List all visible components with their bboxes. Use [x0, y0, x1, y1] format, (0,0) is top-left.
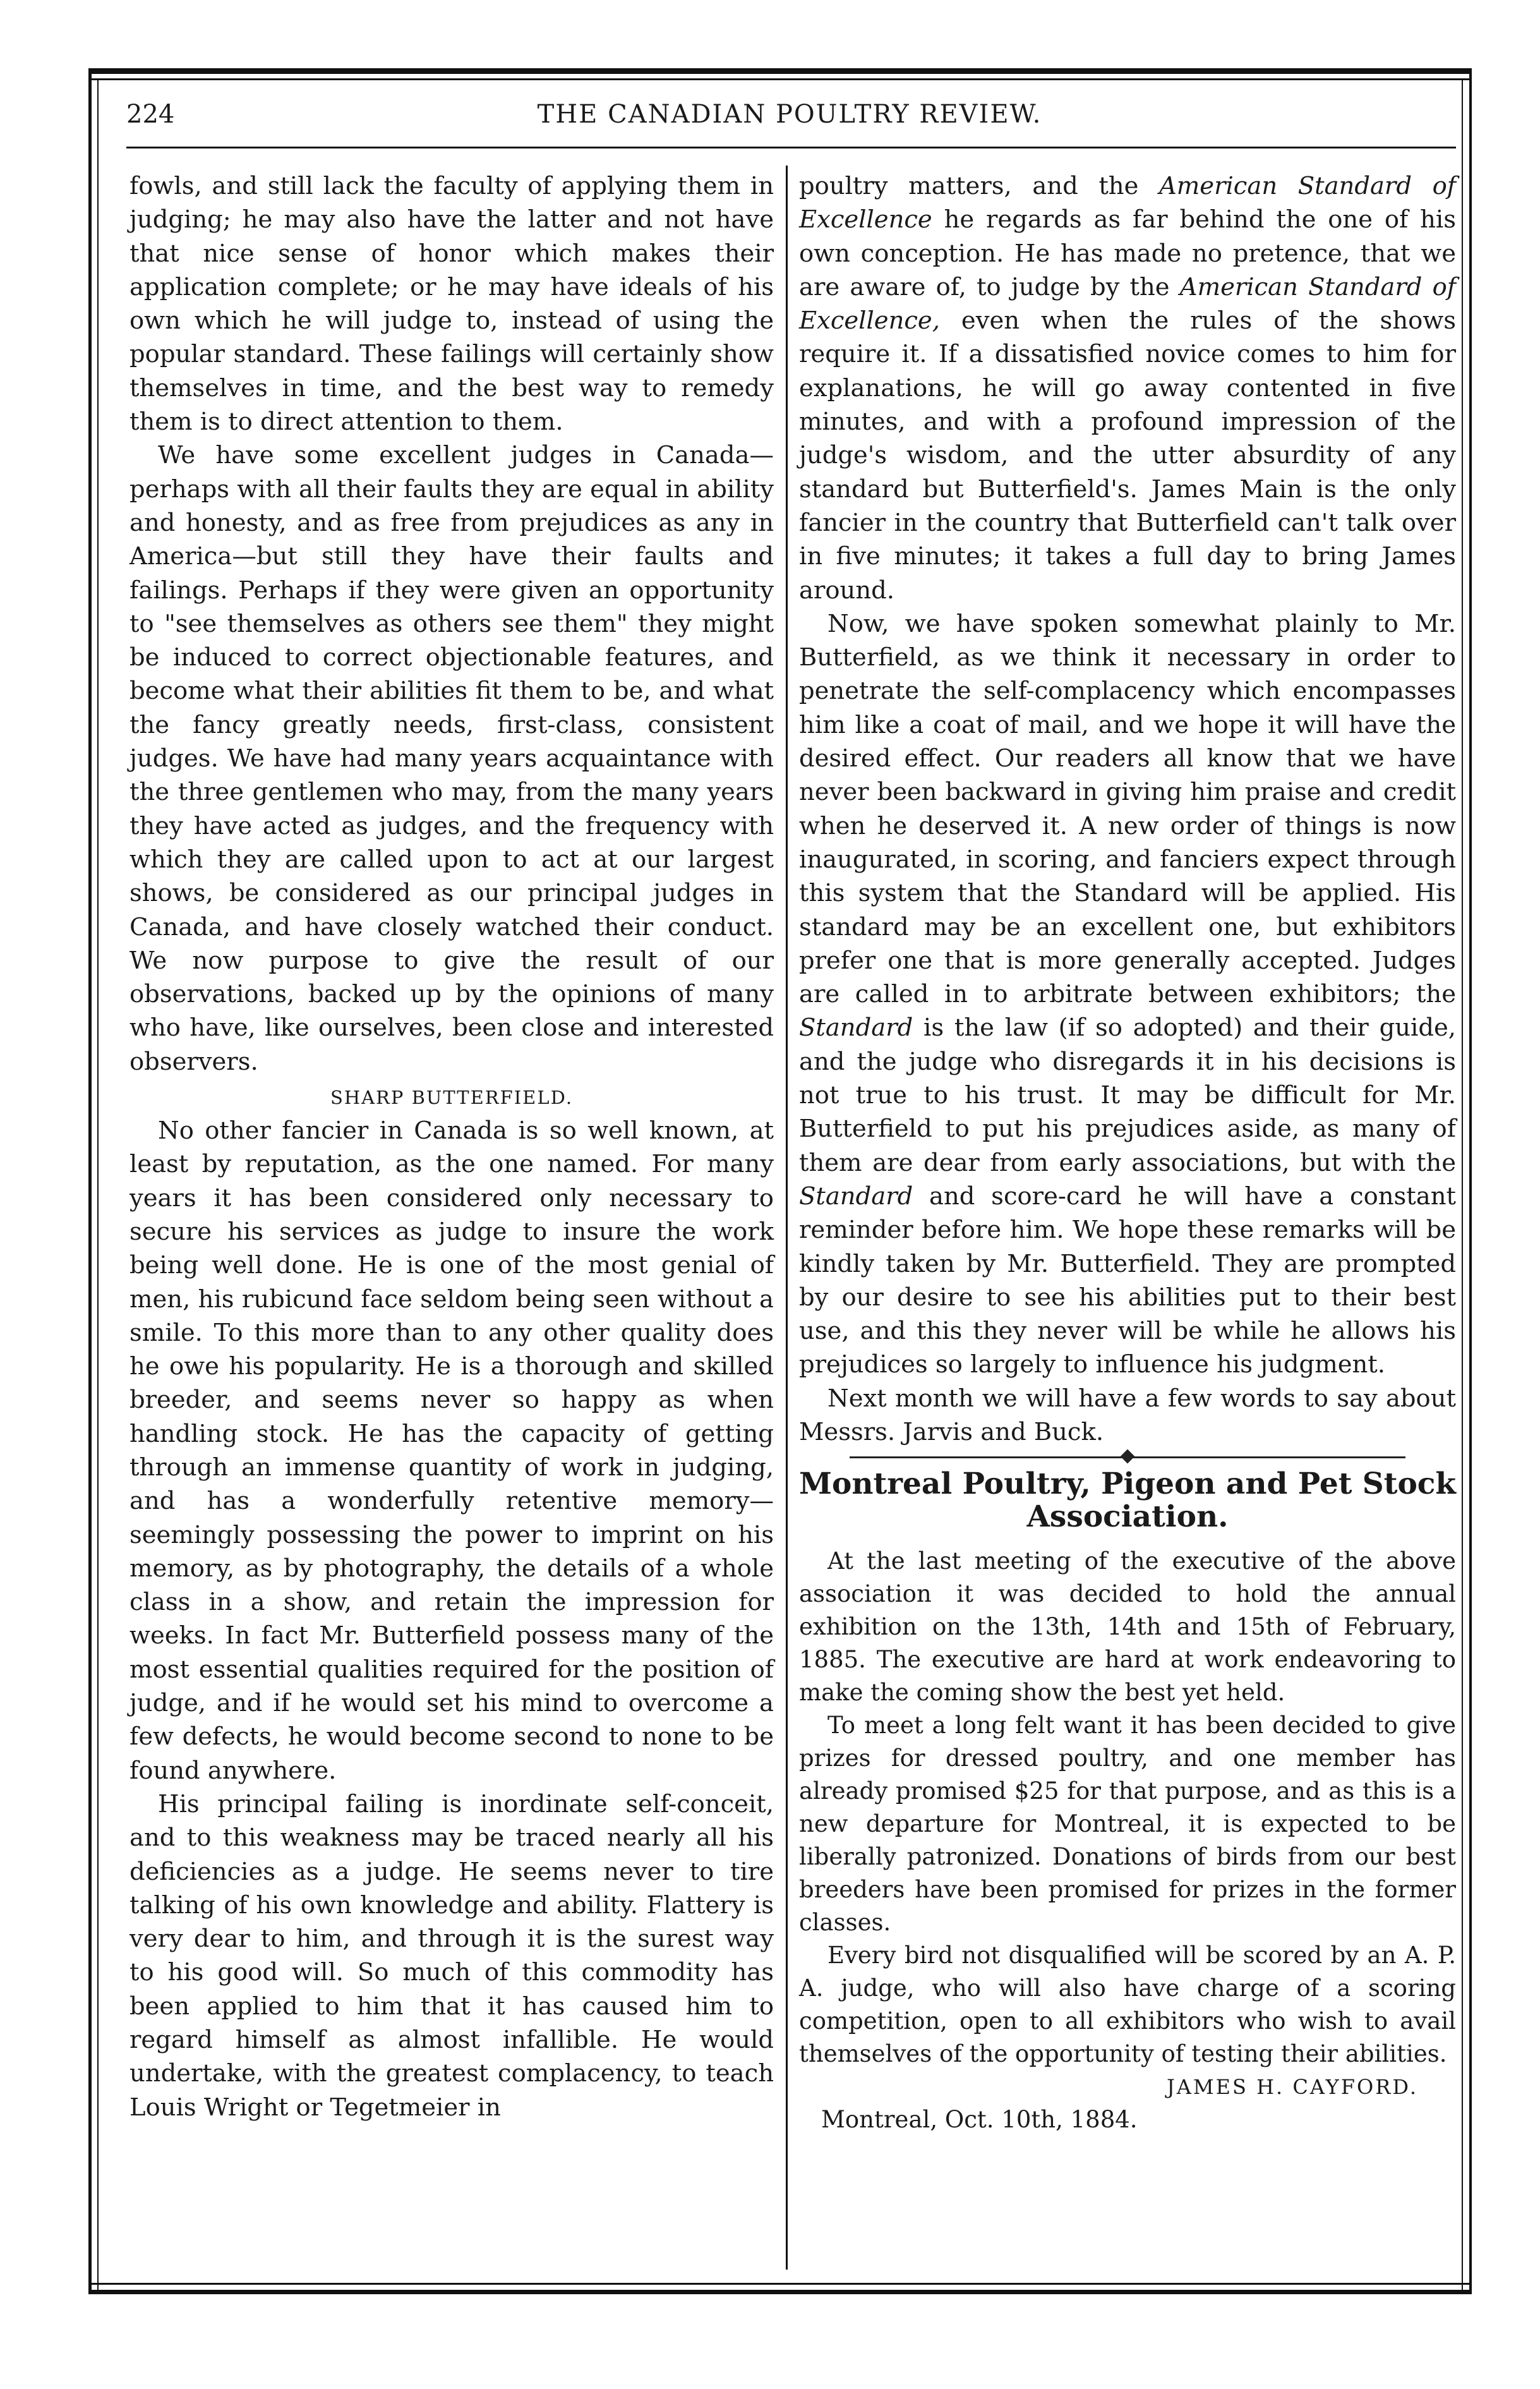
top-border-rule	[88, 68, 1472, 74]
paragraph: Every bird not disqualified will be scored by an A. P. A. judge, who will also have charge of a scoring competition, open to all exhibitors who wish to avail themselves of the opportunity of testing their abilities.	[799, 1942, 1456, 2068]
header-rule	[126, 147, 1456, 148]
section-ornament	[799, 1451, 1456, 1463]
signature: JAMES H. CAYFORD.	[1166, 2075, 1418, 2100]
right-column	[799, 169, 1456, 2136]
paragraph: No other fancier in Canada is so well known, at least by reputation, as the one named. For many years it has been considered only necessary to secure his services as judge to insure the work being well done. He is one of the most genial of men, his rubicund face seldom being seen without a smile. To this more than to any other quality does he owe his popularity. He is a thorough and skilled breeder, and seems never so happy as when handling stock. He has the capacity of getting through an immense quantity of work in judging, and has a wonderfully retentive memory—seemingly possessing the power to imprint on his memory, as by photography, the details of a whole class in a show, and retain the impression for weeks. In fact Mr. Butterfield possess many of the most essential qualities required for the position of judge, and if he would set his mind to overcome a few defects, he would become second to none to be found anywhere.	[129, 1116, 774, 1785]
right-border	[1469, 68, 1472, 2292]
article-body	[799, 1545, 1456, 2136]
italic-text: Standard	[799, 1013, 913, 1043]
left-border	[88, 68, 92, 2292]
paragraph: Now, we have spoken somewhat plainly to Mr. Butterfield, as we think it necessary in order to penetrate the self-complacency which encompasses him like a coat of mail, and we hope it will have the desired effect. Our readers all know that we have never been backward in giving him praise and credit when he deserved it. A new order of things is now inaugurated, in scoring, and fanciers expect through this system that the Standard will be applied. His standard may be an excellent one, but exhibitors prefer one that is more generally accepted. Judges are called in to arbitrate between exhibitors; the Standard is the law (if so adopted) and their guide, and the judge who disregards it in his decisions is not true to his trust. It may be difficult for Mr. Butterfield to put his prejudices aside, as many of them are dear from early associations, but with the Standard and score-card he will have a constant reminder before him. We hope these remarks will be kindly taken by Mr. Butterfield. They are prompted by our desire to see his abilities put to their best use, and this they never will be while he allows his prejudices so largely to influence his judgment.	[799, 609, 1456, 1379]
section-subhead: SHARP BUTTERFIELD.	[330, 1087, 574, 1109]
paragraph: fowls, and still lack the faculty of applying them in judging; he may also have the latter and not have that nice sense of honor which makes their application complete; or he may have ideals of his own which he will judge to, instead of using the popular standard. These failings will certainly show themselves in time, and the best way to remedy them is to direct attention to them.	[129, 172, 774, 437]
paragraph: Next month we will have a few words to say about Messrs. Jarvis and Buck.	[799, 1384, 1456, 1446]
italic-text: American Standard of Excellence	[799, 172, 1456, 234]
paragraph: To meet a long felt want it has been decided to give prizes for dressed poultry, and one member has already promised $25 for that purpose, and as this is a new departure for Montreal, it is expected to be liberally patronized. Donations of birds from our best breeders have been promised for prizes in the former classes.	[799, 1712, 1456, 1937]
page-number: 224	[126, 100, 175, 129]
column-divider	[786, 166, 788, 2270]
bottom-border-rule-thin	[88, 2283, 1472, 2285]
page-header	[126, 100, 1453, 138]
dateline: Montreal, Oct. 10th, 1884.	[821, 2106, 1138, 2134]
italic-text: Standard	[799, 1182, 913, 1211]
italic-text: American Standard of Excellence,	[799, 272, 1456, 336]
article-title: Montreal Poultry, Pigeon and Pet Stock Association.	[799, 1467, 1456, 1535]
left-column	[129, 169, 774, 2124]
left-border-inner	[97, 78, 99, 2293]
right-border-inner	[1462, 78, 1463, 2293]
paragraph: His principal failing is inordinate self-conceit, and to this weakness may be traced nearly all his deficiencies as a judge. He seems never to tire talking of his own knowledge and ability. Flattery is very dear to him, and through it is the surest way to his good will. So much of this commodity has been applied to him that it has caused him to regard himself as almost infallible. He would undertake, with the greatest complacency, to teach Louis Wright or Tegetmeier in	[129, 1789, 774, 2122]
paragraph: poultry matters, and the American Standard of Excellence he regards as far behind the one of his own conception. He has made no pretence, that we are aware of, to judge by the American Standard of Excellence, even when the rules of the shows require it. If a dissatisfied novice comes to him for explanations, he will go away contented in five minutes, and with a profound impression of the judge's wisdom, and the utter absurdity of any standard but Butterfield's. James Main is the only fancier in the country that Butterfield can't talk over in five minutes; it takes a full day to bring James around.	[799, 172, 1456, 605]
bottom-border-rule	[88, 2290, 1472, 2294]
running-title: THE CANADIAN POULTRY REVIEW.	[537, 100, 1042, 129]
paragraph: We have some excellent judges in Canada—perhaps with all their faults they are equal in ability and honesty, and as free from prejudices as any in America—but still they have their faults and failings. Perhaps if they were given an opportunity to "see themselves as others see them" they might be induced to correct objectionable features, and become what their abilities fit them to be, and what the fancy greatly needs, first-class, consistent judges. We have had many years acquaintance with the three gentlemen who may, from the many years they have acted as judges, and the frequency with which they are called upon to act at our largest shows, be considered as our principal judges in Canada, and have closely watched their conduct. We now purpose to give the result of our observations, backed up by the opinions of many who have, like ourselves, been close and interested observers.	[129, 441, 774, 1076]
paragraph: At the last meeting of the executive of the above association it was decided to hold the annual exhibition on the 13th, 14th and 15th of February, 1885. The executive are hard at work endeavoring to make the coming show the best yet held.	[799, 1547, 1456, 1707]
top-border-rule-thin	[88, 78, 1472, 80]
